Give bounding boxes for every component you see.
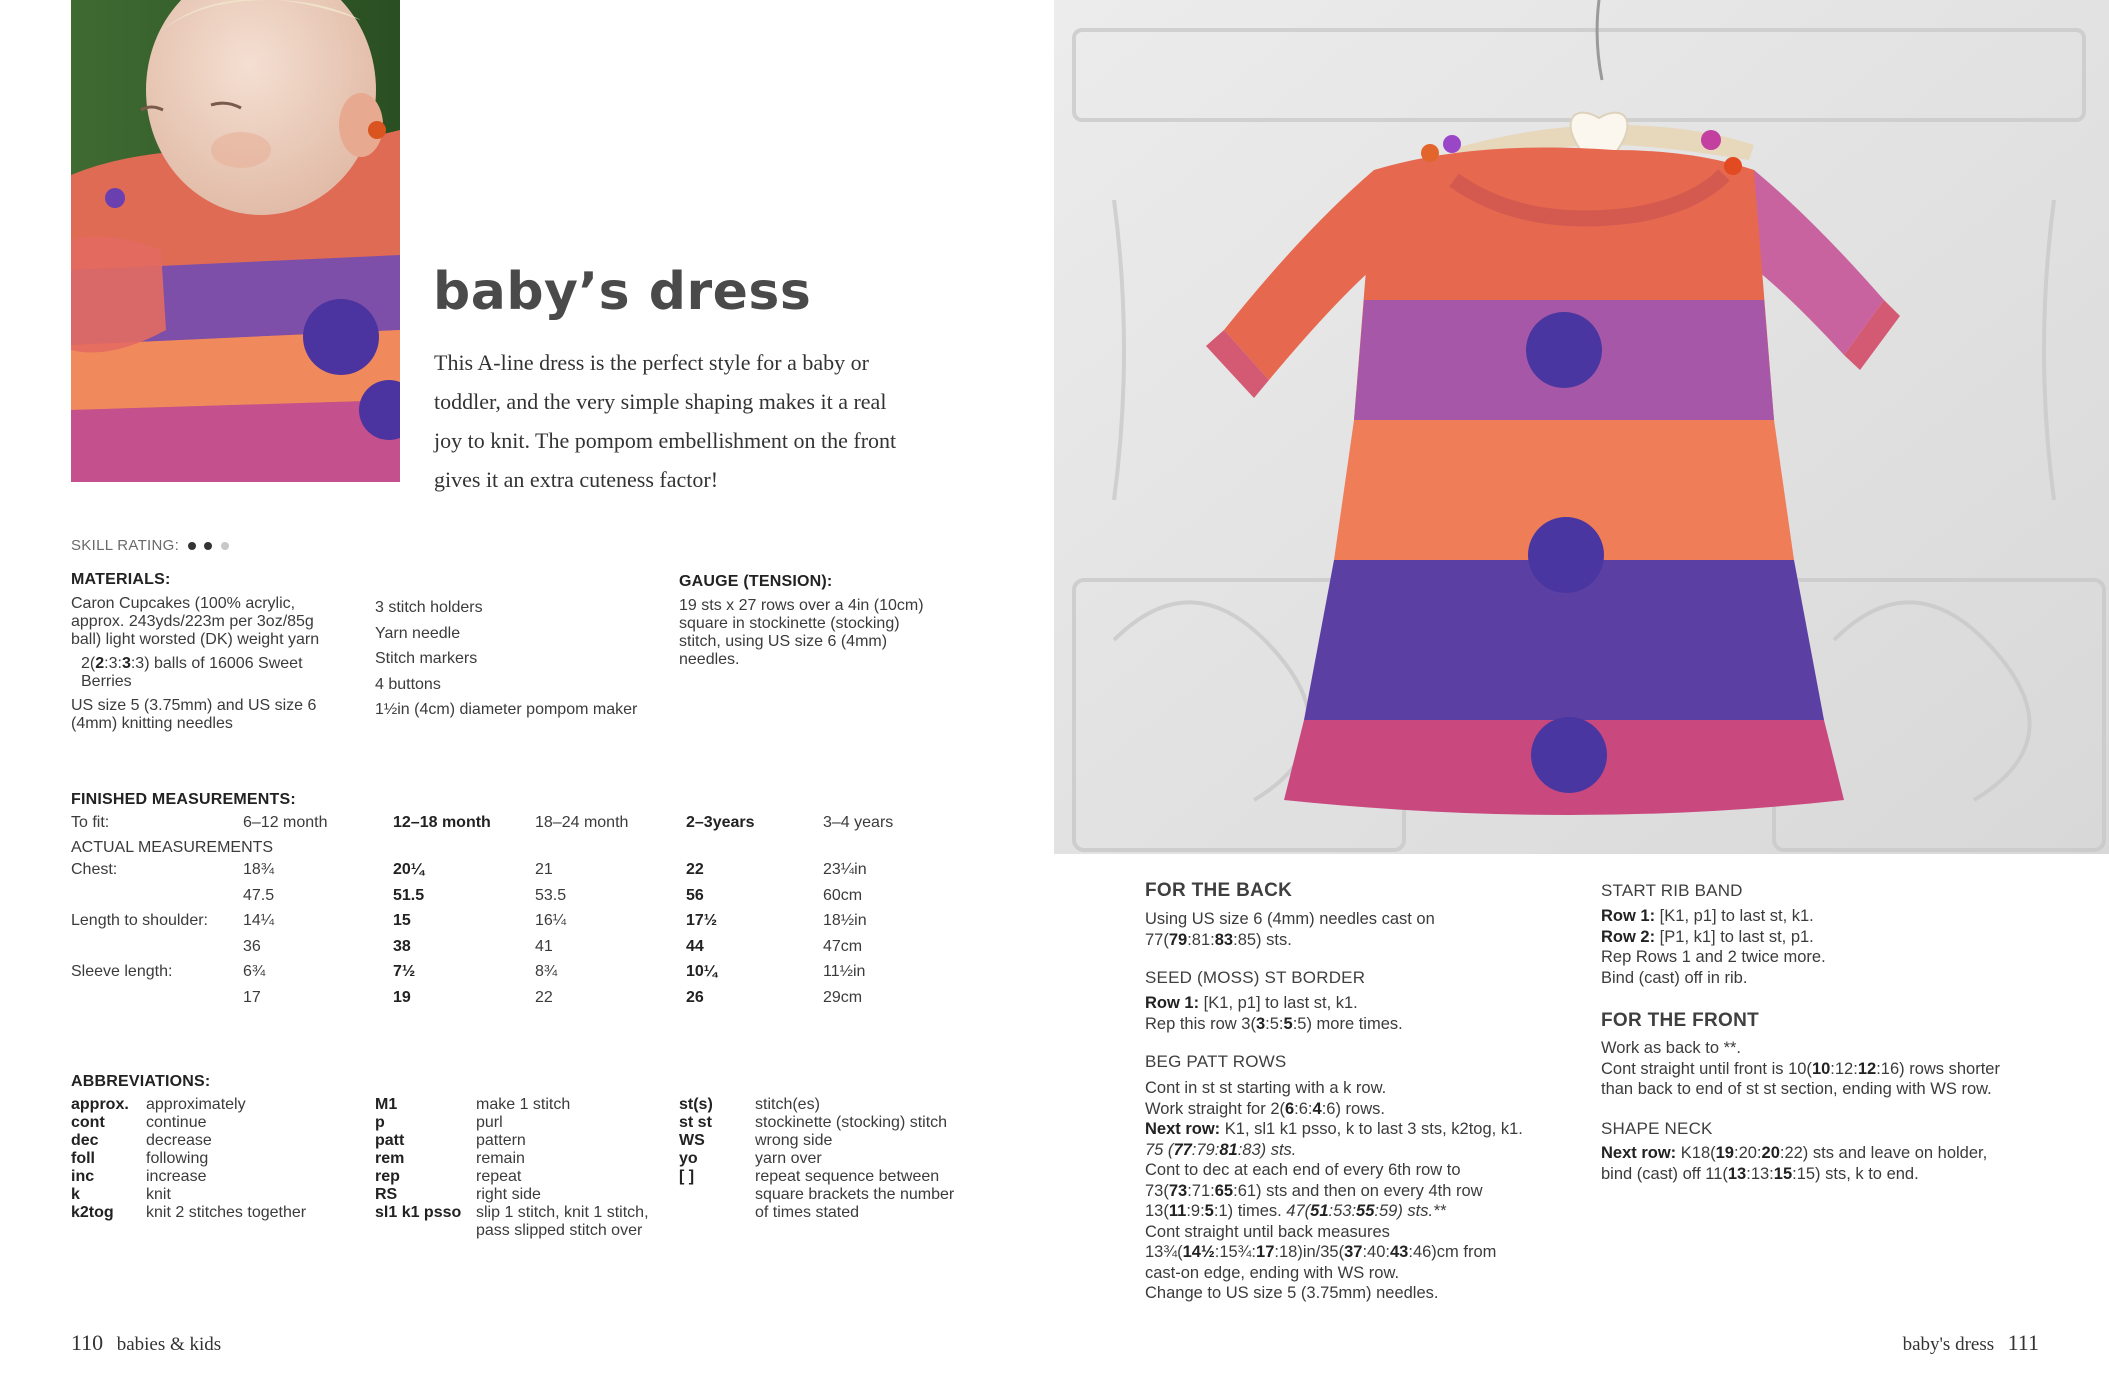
notion-item: 1½in (4cm) diameter pompom maker [375,701,638,718]
intro-line: toddler, and the very simple shaping makes it a real [434,389,887,414]
page-title: baby’s dress [433,262,812,322]
materials-balls: 2(2:3:3:3) balls of 16006 Sweet Berries [71,655,351,691]
materials-notions [375,595,637,723]
beg-patt-text: Cont in st st starting with a k row. Work straight for 2(6:6:4:6) rows. Next row: K1, sl1 k1 psso, k to last 3 sts, k2tog, k1. 75 (77:79:81:83) sts. Cont to dec at each end of every 6th row to 73(73:71:65:61) sts and then on every 4th row 13(11:9:5:1) times. 47(51:53:55:59) sts.** Cont straight until back measures 13¾(14½:15¾:17:18)in/35(37:40:43:46)cm from cast-on edge, ending with WS row. Change to US size 5 (3.75mm) needles. [1145,1079,1523,1302]
intro-line: This A-line dress is the perfect style for a baby or [434,350,869,375]
skill-dot-filled [204,542,212,550]
materials-needles: US size 5 (3.75mm) and US size 6 (4mm) knitting needles [71,697,317,732]
notion-item: 3 stitch holders [375,599,483,616]
materials-line: ball) light worsted (DK) weight yarn [71,631,320,648]
list-item-def: approximately [146,1096,246,1113]
shape-neck-heading: SHAPE NECK [1601,1119,1713,1138]
intro-paragraph [434,343,896,499]
back-cast-on: Using US size 6 (4mm) needles cast on 77(79:81:83:85) sts. [1145,910,1435,949]
back-heading: FOR THE BACK [1145,880,1293,901]
rib-band-text: Row 1: [K1, p1] to last st, k1. Row 2: [P1, k1] to last st, p1. Rep Rows 1 and 2 twice more. Bind (cast) off in rib. [1601,907,1826,987]
section-name: babies & kids [116,1334,222,1355]
seed-stitch-text: Row 1: [K1, p1] to last st, k1. Rep this row 3(3:5:5:5) more times. [1145,994,1403,1033]
notion-item: 4 buttons [375,675,441,693]
skill-rating [71,537,229,554]
page-number: 110 [71,1330,104,1355]
notion-item: Yarn needle [375,624,461,642]
skill-rating-label: SKILL RATING: [71,537,180,554]
footer-right [1903,1330,2039,1356]
baby-photo [71,0,400,482]
skill-dot-empty [221,542,229,550]
materials-yarn [71,595,351,733]
shape-neck-text: Next row: K18(19:20:20:22) sts and leave on holder, bind (cast) off 11(13:13:15:15) sts, k to end. [1601,1144,1988,1183]
section-name: baby's dress [1902,1334,1995,1355]
materials-line: approx. 243yds/223m per 3oz/85g [71,613,314,630]
dress-photo [1054,0,2109,854]
page-number: 111 [2007,1330,2039,1355]
gauge-text: 19 sts x 27 rows over a 4in (10cm) square in stockinette (stocking) stitch, using US size 6 (4mm) needles. [679,597,924,668]
materials-line: Berries [81,673,132,690]
list-item: approx. [71,1096,129,1113]
intro-line: joy to knit. The pompom embellishment on the front [434,428,897,453]
beg-patt-heading: BEG PATT ROWS [1145,1052,1287,1071]
intro-line: gives it an extra cuteness factor! [434,467,719,492]
skill-dot-filled [188,542,196,550]
skill-rating-dots [188,537,229,554]
finished-measurements-heading: FINISHED MEASUREMENTS: [71,791,296,808]
rib-band-heading: START RIB BAND [1601,881,1743,900]
abbreviations-heading: ABBREVIATIONS: [71,1073,211,1090]
notion-item: Stitch markers [375,650,478,667]
front-text: Work as back to **. Cont straight until front is 10(10:12:12:16) rows shorter than back to end of st st section, ending with WS row. [1601,1039,2000,1098]
materials-line: Caron Cupcakes (100% acrylic, [71,595,296,612]
front-heading: FOR THE FRONT [1601,1010,1759,1031]
materials-heading: MATERIALS: [71,571,171,588]
seed-stitch-heading: SEED (MOSS) ST BORDER [1145,968,1366,987]
gauge-heading: GAUGE (TENSION): [679,573,833,590]
footer-left [71,1330,221,1356]
dress-photo-illustration [1054,0,2109,854]
baby-photo-illustration [71,0,400,482]
